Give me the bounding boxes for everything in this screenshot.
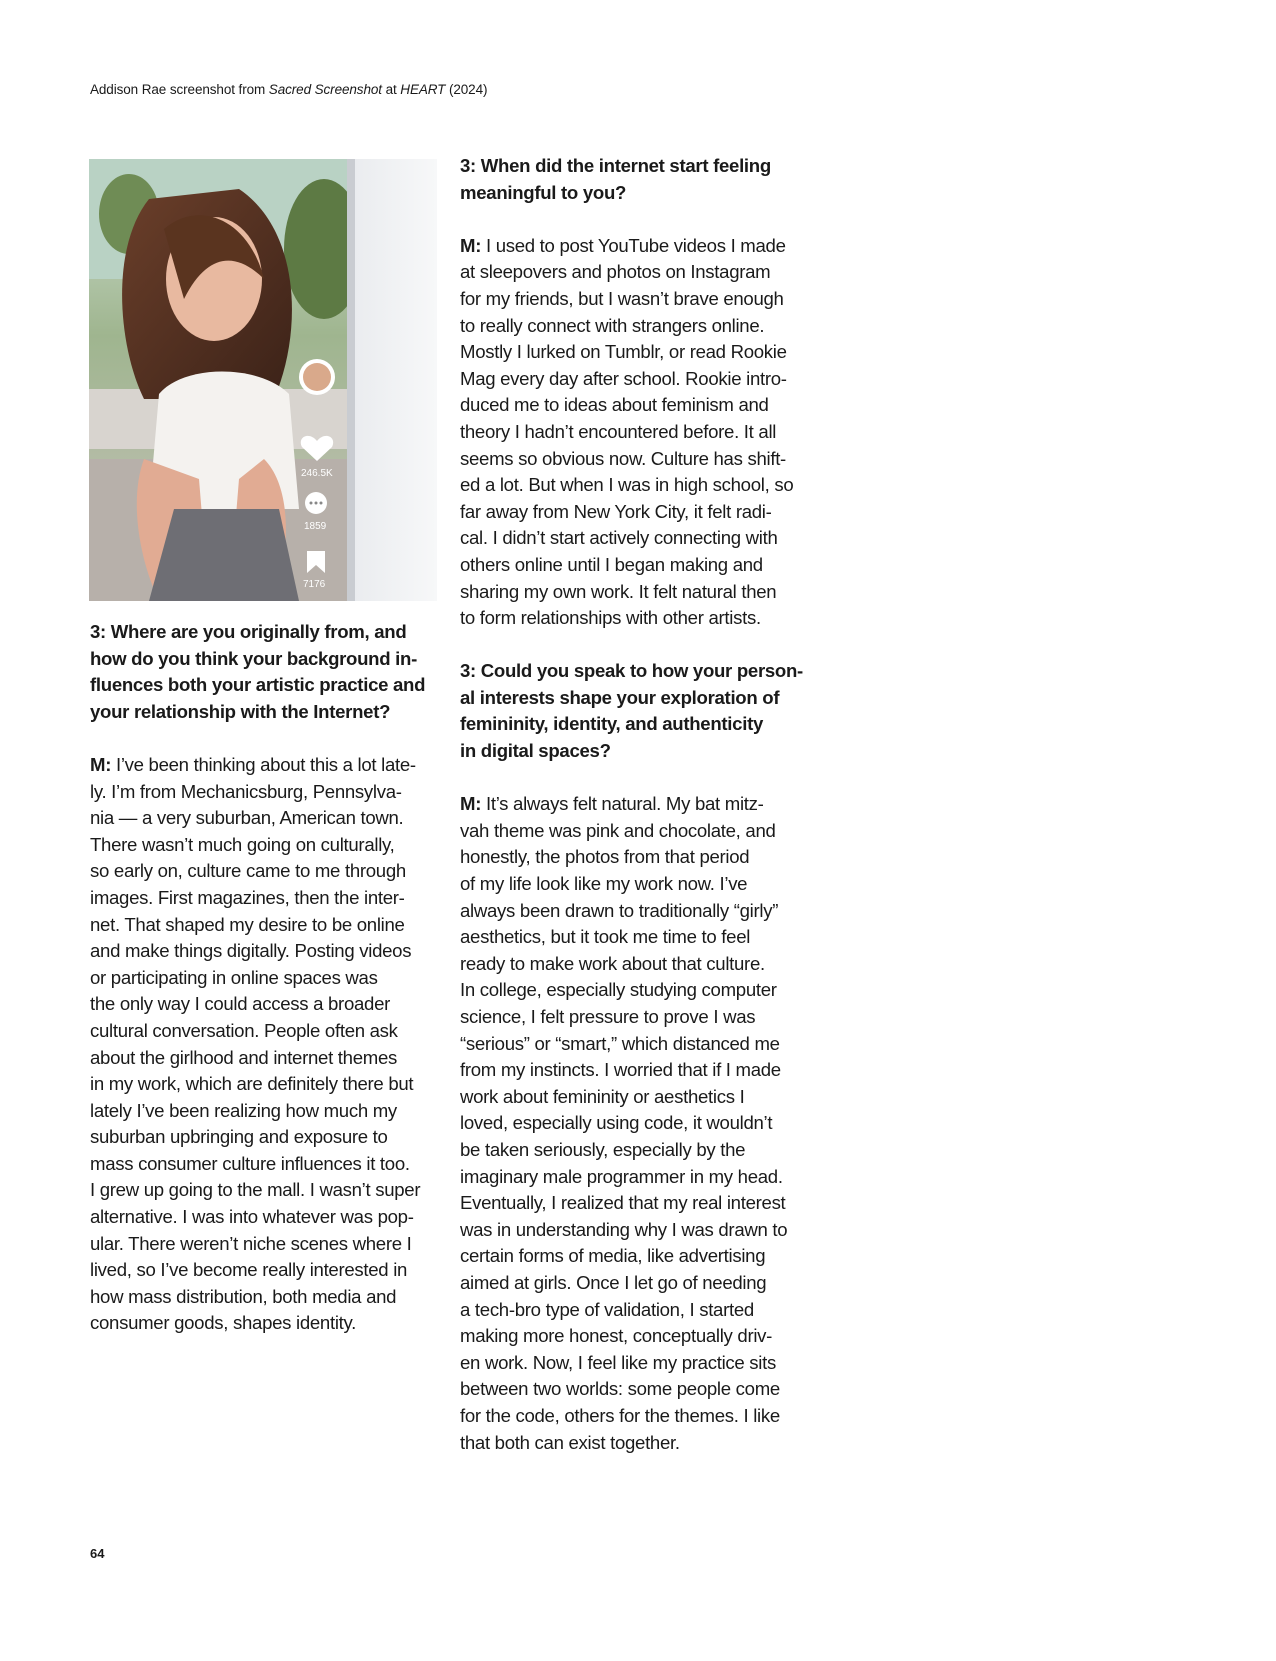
like-count: 246.5K xyxy=(301,468,333,479)
interview-answer: M: I used to post YouTube videos I made at sleepovers and photos on Instagram for my friends, but I wasn’t brave enough to really connect with strangers online. Mostly I lurked on Tumblr, or read Rookie Mag every day after school. Rookie intro- duced me to ideas about feminism and theory I hadn’t encountered before. It all seems so obvious now. Culture has shift- ed a lot. But when I was in high school, so far away from New York City, it felt radi- cal. I didn’t start actively connecting with others online until I began making and sharing my own work. It felt natural then to form relationships with other artists. xyxy=(460,234,794,629)
save-count: 7176 xyxy=(303,579,326,590)
caption-venue: HEART xyxy=(400,82,446,97)
speaker-label: M: xyxy=(460,793,482,815)
page-number: 64 xyxy=(90,1546,105,1561)
left-column xyxy=(90,619,440,1364)
caption-work-title: Sacred Screenshot xyxy=(268,82,382,97)
interview-answer: M: I’ve been thinking about this a lot late- ly. I’m from Mechanicsburg, Pennsylva- nia — a very suburban, American town. There wasn’t much going on culturally, so early on, culture came to me through images. First magazines, then the inter- net. That shaped my desire to be online and make things digitally. Posting videos or participating in online spaces was the only way I could access a broader cultural conversation. People often ask about the girlhood and internet themes in my work, which are definitely there but lately I’ve been realizing how much my suburban upbringing and exposure to mass consumer culture influences it too. I grew up going to the mall. I wasn’t super alternative. I was into whatever was pop- ular. There weren’t niche scenes where I lived, so I’ve become really interested in how mass distribution, both media and consumer goods, shapes identity. xyxy=(90,753,421,1334)
speaker-label: M: xyxy=(90,753,112,775)
interview-answer: M: It’s always felt natural. My bat mitz- vah theme was pink and chocolate, and honestly, the photos from that period of my life look like my work now. I’ve always been drawn to traditionally “girly” aesthetics, but it took me time to feel ready to make work about that culture. In college, especially studying computer science, I felt pressure to prove I was “serious” or “smart,” which distanced me from my instincts. I worried that if I made work about femininity or aesthetics I loved, especially using code, it wouldn’t be taken seriously, especially by the imaginary male programmer in my head. Eventually, I realized that my real interest was in understanding why I was drawn to certain forms of media, like advertising aimed at girls. Once I let go of needing a tech-bro type of validation, I started making more honest, conceptually driv- en work. Now, I feel like my practice sits between two worlds: some people come for the code, others for the themes. I like that both can exist together. xyxy=(460,793,788,1453)
addison-rae-screenshot-image xyxy=(89,159,437,601)
comment-count: 1859 xyxy=(304,521,327,532)
interview-question: 3: When did the internet start feeling meaningful to you? xyxy=(460,155,771,203)
interview-question: 3: Could you speak to how your person- al interests shape your exploration of femininity, identity, and authenticity in digital spaces? xyxy=(460,660,803,762)
speaker-label: M: xyxy=(460,234,482,256)
figure-caption: Addison Rae screenshot from Sacred Screenshot at HEART (2024) xyxy=(90,82,488,97)
right-column xyxy=(460,153,810,1483)
interview-question: 3: Where are you originally from, and how do you think your background in- fluences both your artistic practice and your relationship with the Internet? xyxy=(90,621,426,722)
